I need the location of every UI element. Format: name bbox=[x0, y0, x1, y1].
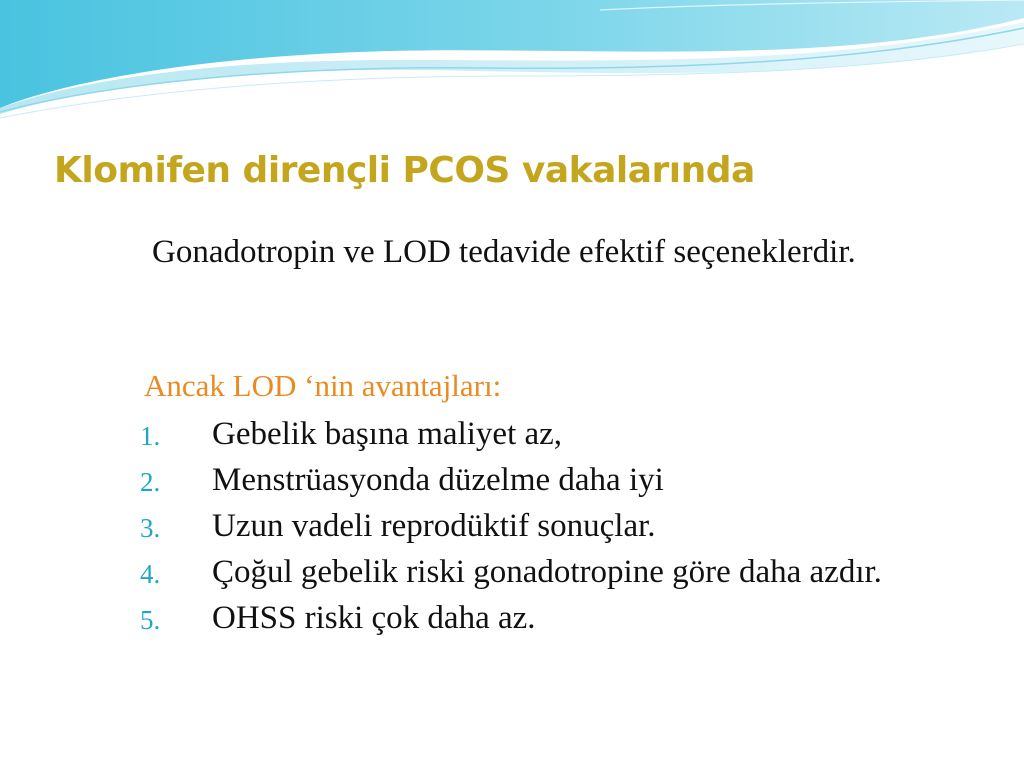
list-item-number: 5. bbox=[140, 605, 161, 635]
list-item bbox=[140, 508, 1000, 545]
decorative-wave-header bbox=[0, 0, 1024, 120]
slide-title: Klomifen dirençli PCOS vakalarında bbox=[54, 150, 755, 191]
list-item-number: 2. bbox=[140, 467, 161, 497]
list-item bbox=[140, 462, 1000, 499]
list-item-number: 1. bbox=[140, 421, 161, 451]
advantages-heading: Ancak LOD ‘nin avantajları: bbox=[144, 368, 502, 403]
list-item-text: Gebelik başına maliyet az, bbox=[212, 416, 563, 452]
list-item-number: 4. bbox=[140, 559, 161, 589]
list-item-number: 3. bbox=[140, 513, 161, 543]
list-item bbox=[140, 600, 1000, 637]
list-item bbox=[140, 554, 1000, 591]
list-item-text: Uzun vadeli reprodüktif sonuçlar. bbox=[212, 508, 656, 544]
advantages-list bbox=[140, 416, 1000, 646]
list-item-text: Çoğul gebelik riski gonadotropine göre daha azdır. bbox=[212, 554, 882, 590]
list-item-text: Menstrüasyonda düzelme daha iyi bbox=[212, 462, 664, 498]
list-item-text: OHSS riski çok daha az. bbox=[212, 600, 536, 636]
intro-text: Gonadotropin ve LOD tedavide efektif seçeneklerdir. bbox=[152, 234, 856, 270]
list-item bbox=[140, 416, 1000, 453]
